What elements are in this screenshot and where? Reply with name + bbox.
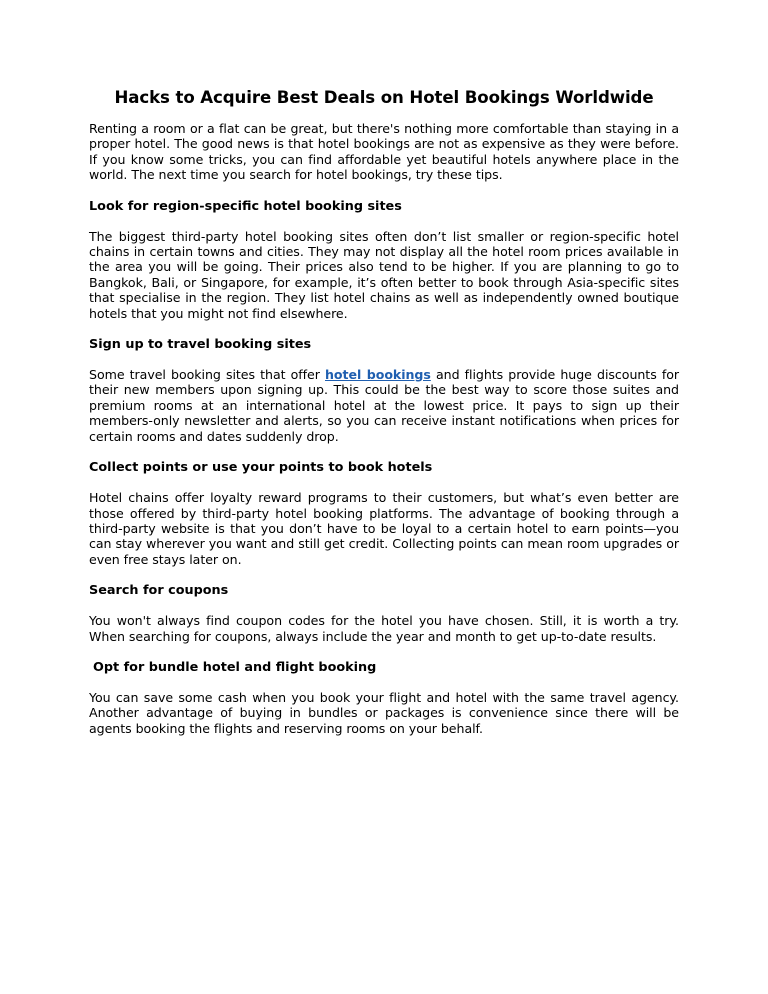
section-body-coupons: You won't always find coupon codes for the hotel you have chosen. Still, it is worth a try. When searching for coupons, always include the year and month to get up-to-date results. <box>89 613 679 644</box>
sign-up-text-after-link: and flights provide huge discounts for their new members upon signing up. This could be the best way to score those suites and premium rooms at an international hotel at the lowest price. It pays to sign up their members-only newsletter and alerts, so you can receive instant notifications when prices for certain rooms and dates suddenly drop. <box>89 367 679 444</box>
section-body-region-specific: The biggest third-party hotel booking sites often don’t list smaller or region-specific hotel chains in certain towns and cities. They may not display all the hotel room prices available in the area you will be going. Their prices also tend to be higher. If you are planning to go to Bangkok, Bali, or Singapore, for example, it’s often better to book through Asia-specific sites that specialise in the region. They list hotel chains as well as independently owned boutique hotels that you might not find elsewhere. <box>89 228 679 321</box>
section-heading-sign-up: Sign up to travel booking sites <box>89 337 312 353</box>
hotel-bookings-link[interactable]: hotel bookings <box>325 367 431 383</box>
section-heading-coupons: Search for coupons <box>89 583 229 599</box>
section-body-sign-up <box>89 367 679 444</box>
section-heading-bundle: Opt for bundle hotel and flight booking <box>93 659 377 675</box>
document-title: Hacks to Acquire Best Deals on Hotel Bookings Worldwide <box>114 88 654 107</box>
section-body-bundle: You can save some cash when you book your flight and hotel with the same travel agency. Another advantage of buying in bundles or packages is convenience since there will be agents booking the flights and reserving rooms on your behalf. <box>89 689 679 736</box>
sign-up-text-before-link: Some travel booking sites that offer <box>89 367 325 383</box>
intro-paragraph: Renting a room or a flat can be great, but there's nothing more comfortable than staying in a proper hotel. The good news is that hotel bookings are not as expensive as they were before. If you know some tricks, you can find affordable yet beautiful hotels anywhere place in the world. The next time you search for hotel bookings, try these tips. <box>89 121 679 183</box>
section-heading-region-specific: Look for region-specific hotel booking sites <box>89 198 402 214</box>
document-page <box>89 88 679 736</box>
section-body-collect-points: Hotel chains offer loyalty reward programs to their customers, but what’s even better are those offered by third-party hotel booking platforms. The advantage of booking through a third-party website is that you don’t have to be loyal to a certain hotel to earn points—you can stay wherever you want and still get credit. Collecting points can mean room upgrades or even free stays later on. <box>89 490 679 567</box>
section-heading-collect-points: Collect points or use your points to book hotels <box>89 460 433 476</box>
